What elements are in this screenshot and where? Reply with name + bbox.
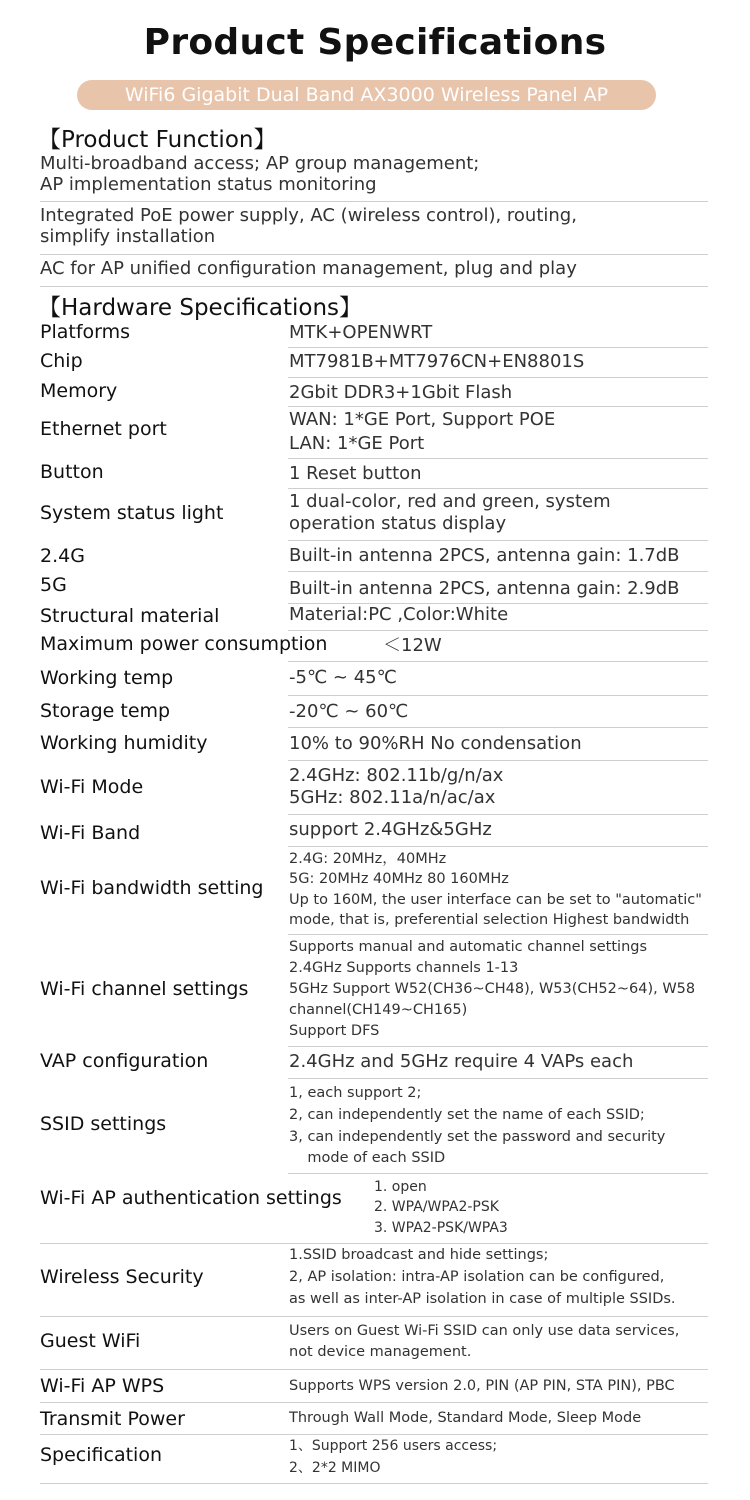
divider — [288, 727, 708, 728]
divider — [288, 695, 708, 696]
spec-label-ssid-settings: SSID settings — [40, 1113, 167, 1135]
spec-value-wi-fi-mode-line-2: 5GHz: 802.11a/n/ac/ax — [289, 787, 496, 808]
spec-value-storage-temp: -20℃ ~ 60℃ — [289, 701, 409, 722]
spec-value-guest-wifi-line-1: Users on Guest Wi-Fi SSID can only use data services, — [289, 1323, 680, 1339]
divider — [40, 254, 708, 255]
function-item-1-line-2: AP implementation status monitoring — [40, 174, 377, 195]
spec-value-ethernet-port-line-1: WAN: 1*GE Port, Support POE — [289, 409, 556, 430]
spec-label-wi-fi-ap-wps: Wi-Fi AP WPS — [40, 1375, 165, 1397]
spec-value-wi-fi-ap-authentication-settings-line-3: 3. WPA2-PSK/WPA3 — [374, 1220, 508, 1236]
spec-label-wi-fi-ap-authentication-settings: Wi-Fi AP authentication settings — [40, 1187, 342, 1209]
spec-label-ethernet-port: Ethernet port — [40, 418, 167, 440]
spec-value-wi-fi-ap-authentication-settings-line-1: 1. open — [374, 1179, 427, 1195]
divider — [288, 488, 708, 489]
spec-value-guest-wifi-line-2: not device management. — [289, 1344, 472, 1360]
spec-value-ssid-settings-line-1: 1, each support 2; — [289, 1085, 422, 1101]
divider — [40, 1243, 708, 1244]
page-title: Product Specifications — [143, 22, 607, 63]
spec-value-maximum-power-consumption: ＜12W — [383, 635, 442, 656]
function-item-2-line-1: Integrated PoE power supply, AC (wireless control), routing, — [40, 205, 577, 226]
spec-label-guest-wifi: Guest WiFi — [40, 1330, 141, 1352]
product-function-heading: 【Product Function】 — [38, 127, 277, 153]
spec-value-wi-fi-channel-settings-line-4: channel(CH149~CH165) — [289, 1002, 468, 1018]
spec-value-structural-material: Material:PC ,Color:White — [289, 604, 509, 625]
spec-value-system-status-light-line-2: operation status display — [289, 513, 507, 534]
spec-value-wi-fi-channel-settings-line-3: 5GHz Support W52(CH36~CH48), W53(CH52~64), W58 — [289, 981, 696, 997]
divider — [40, 286, 708, 287]
spec-label-memory: Memory — [40, 380, 118, 402]
spec-label-wi-fi-mode: Wi-Fi Mode — [40, 776, 144, 798]
spec-value-wi-fi-bandwidth-setting-line-1: 2.4G: 20MHz，40MHz — [289, 851, 447, 867]
spec-value-wireless-security-line-2: 2, AP isolation: intra-AP isolation can be configured, — [289, 1269, 665, 1285]
spec-value-5g: Built-in antenna 2PCS, antenna gain: 2.9dB — [289, 578, 680, 599]
spec-label-transmit-power: Transmit Power — [40, 1408, 185, 1430]
spec-value-transmit-power: Through Wall Mode, Standard Mode, Sleep Mode — [289, 1410, 642, 1426]
spec-value-ssid-settings-line-3: 3, can independently set the password and security — [289, 1129, 666, 1145]
spec-value-ssid-settings-line-4: mode of each SSID — [289, 1150, 446, 1166]
function-item-3-line-1: AC for AP unified configuration management, plug and play — [40, 258, 577, 279]
spec-value-wi-fi-bandwidth-setting-line-3: Up to 160M, the user interface can be set to "automatic" — [289, 892, 702, 908]
spec-value-wi-fi-band: support 2.4GHz&5GHz — [289, 819, 492, 840]
spec-label-wi-fi-bandwidth-setting: Wi-Fi bandwidth setting — [40, 877, 264, 899]
spec-value-system-status-light-line-1: 1 dual-color, red and green, system — [289, 491, 611, 512]
spec-label-wireless-security: Wireless Security — [40, 1266, 204, 1288]
divider — [288, 1046, 708, 1047]
spec-value-platforms: MTK+OPENWRT — [289, 322, 433, 343]
divider — [288, 406, 708, 407]
divider — [288, 934, 708, 935]
spec-label-wi-fi-band: Wi-Fi Band — [40, 822, 141, 844]
spec-value-wi-fi-ap-authentication-settings-line-2: 2. WPA/WPA2-PSK — [374, 1199, 499, 1215]
spec-label-5g: 5G — [40, 574, 67, 596]
spec-value-memory: 2Gbit DDR3+1Gbit Flash — [289, 382, 513, 403]
spec-value-ssid-settings-line-2: 2, can independently set the name of each SSID; — [289, 1107, 645, 1123]
spec-value-wi-fi-bandwidth-setting-line-2: 5G: 20MHz 40MHz 80 160MHz — [289, 871, 509, 887]
subtitle-banner: WiFi6 Gigabit Dual Band AX3000 Wireless Panel AP — [77, 80, 656, 110]
spec-value-wireless-security-line-1: 1.SSID broadcast and hide settings; — [289, 1247, 549, 1263]
spec-label-working-temp: Working temp — [40, 667, 174, 689]
divider — [288, 458, 708, 459]
hardware-specifications-heading: 【Hardware Specifications】 — [38, 295, 363, 321]
spec-value-specification-line-1: 1、Support 256 users access; — [289, 1438, 498, 1454]
divider — [288, 661, 708, 662]
divider — [40, 1402, 708, 1403]
divider — [288, 540, 708, 541]
divider — [288, 377, 708, 378]
divider — [288, 571, 708, 572]
spec-value-specification-line-2: 2、2*2 MIMO — [289, 1460, 381, 1476]
spec-label-button: Button — [40, 461, 104, 483]
spec-label-chip: Chip — [40, 350, 83, 372]
spec-value-wireless-security-line-3: as well as inter-AP isolation in case of multiple SSIDs. — [289, 1291, 676, 1307]
spec-value-working-temp: -5℃ ~ 45℃ — [289, 667, 397, 688]
divider — [40, 1483, 708, 1484]
function-item-1-line-1: Multi-broadband access; AP group management; — [40, 153, 480, 174]
divider — [288, 347, 708, 348]
divider — [40, 1434, 708, 1435]
divider — [40, 1316, 708, 1317]
divider — [288, 760, 708, 761]
divider — [288, 846, 708, 847]
spec-label-vap-configuration: VAP configuration — [40, 1050, 209, 1072]
spec-label-storage-temp: Storage temp — [40, 700, 171, 722]
function-item-2-line-2: simplify installation — [40, 226, 216, 247]
divider — [288, 1173, 708, 1174]
spec-label-specification: Specification — [40, 1444, 162, 1466]
spec-value-ethernet-port-line-2: LAN: 1*GE Port — [289, 433, 425, 454]
spec-value-vap-configuration: 2.4GHz and 5GHz require 4 VAPs each — [289, 1051, 634, 1072]
spec-label-maximum-power-consumption: Maximum power consumption — [40, 633, 328, 655]
spec-value-wi-fi-ap-wps: Supports WPS version 2.0, PIN (AP PIN, STA PIN), PBC — [289, 1378, 675, 1394]
divider — [288, 1078, 708, 1079]
spec-label-wi-fi-channel-settings: Wi-Fi channel settings — [40, 978, 249, 1000]
spec-value-chip: MT7981B+MT7976CN+EN8801S — [289, 351, 585, 372]
spec-value-wi-fi-channel-settings-line-5: Support DFS — [289, 1023, 380, 1039]
spec-value-2-4g: Built-in antenna 2PCS, antenna gain: 1.7dB — [289, 545, 680, 566]
spec-value-wi-fi-mode-line-1: 2.4GHz: 802.11b/g/n/ax — [289, 765, 504, 786]
spec-value-working-humidity: 10% to 90%RH No condensation — [289, 733, 582, 754]
divider — [40, 201, 708, 202]
spec-label-working-humidity: Working humidity — [40, 732, 208, 754]
spec-value-wi-fi-bandwidth-setting-line-4: mode, that is, preferential selection Highest bandwidth — [289, 912, 690, 928]
spec-label-structural-material: Structural material — [40, 605, 220, 627]
spec-label-2-4g: 2.4G — [40, 545, 85, 567]
divider — [40, 1369, 708, 1370]
spec-value-wi-fi-channel-settings-line-2: 2.4GHz Supports channels 1-13 — [289, 960, 519, 976]
spec-label-system-status-light: System status light — [40, 502, 224, 524]
divider — [288, 630, 708, 631]
spec-value-button: 1 Reset button — [289, 463, 422, 484]
spec-label-platforms: Platforms — [40, 321, 131, 343]
divider — [288, 814, 708, 815]
spec-value-wi-fi-channel-settings-line-1: Supports manual and automatic channel settings — [289, 939, 648, 955]
